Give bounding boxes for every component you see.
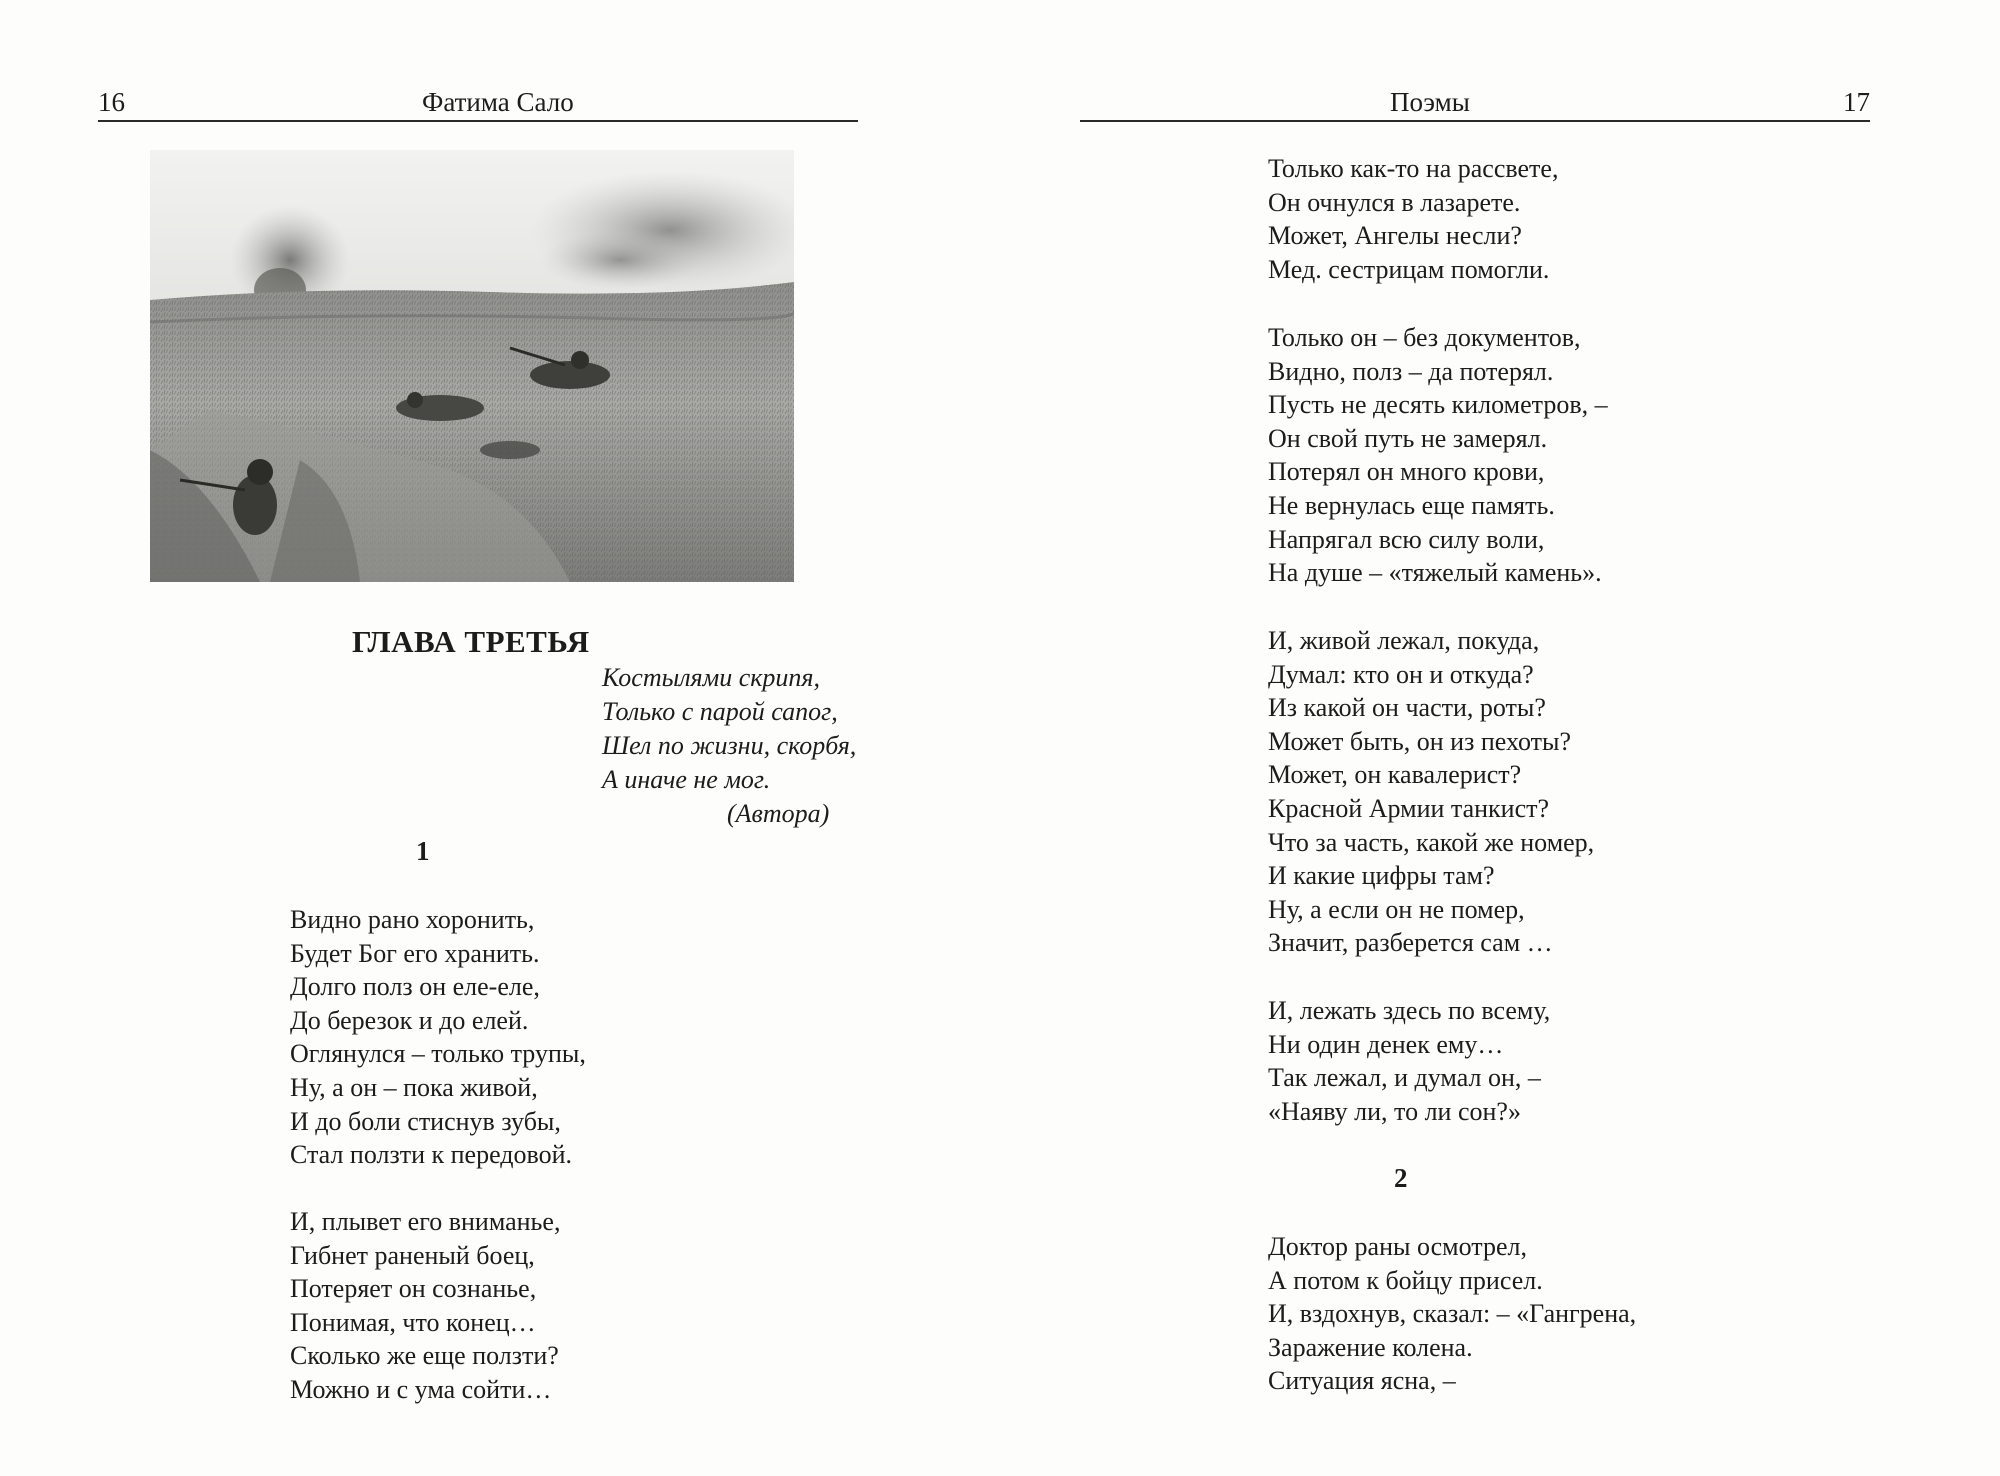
verse-line: Что за часть, какой же номер, [1268, 827, 1595, 857]
stanza [290, 1205, 560, 1407]
verse-line: Может быть, он из пехоты? [1268, 726, 1572, 756]
verse-line: До березок и до елей. [290, 1005, 529, 1035]
verse-line: На душе – «тяжелый камень». [1268, 558, 1602, 588]
verse-line: А потом к бойцу присел. [1268, 1265, 1543, 1295]
verse-line: Потерял он много крови, [1268, 457, 1545, 487]
verse-line: Только как-то на рассвете, [1268, 154, 1559, 183]
verse-line: И какие цифры там? [1268, 861, 1495, 891]
verse-line: Заражение колена. [1268, 1332, 1473, 1362]
verse-line: Можно и с ума сойти… [290, 1374, 552, 1404]
right-page-header [1080, 84, 1870, 122]
epigraph-line: А иначе не мог. [602, 765, 771, 794]
verse-line: Пусть не десять километров, – [1268, 390, 1608, 420]
left-page-header [98, 84, 858, 122]
verse-line: Ну, а он – пока живой, [290, 1072, 538, 1102]
verse-line: Значит, разберется сам … [1268, 928, 1553, 958]
epigraph-line: Только с парой сапог, [602, 697, 838, 726]
verse-line: Ситуация ясна, – [1268, 1366, 1456, 1396]
verse-line: Будет Бог его хранить. [290, 938, 540, 968]
verse-line: И, лежать здесь по всему, [1268, 996, 1551, 1025]
stanza [1268, 624, 1594, 960]
verse-line: Видно, полз – да потерял. [1268, 356, 1554, 386]
verse-line: Он свой путь не замерял. [1268, 423, 1548, 453]
verse-line: Напрягал всю силу воли, [1268, 524, 1545, 554]
right-page-number: 17 [1843, 87, 1870, 117]
verse-line: Сколько же еще ползти? [290, 1341, 559, 1371]
war-field-photo-icon [150, 150, 794, 582]
right-running-head: Поэмы [1390, 87, 1470, 117]
section-number: 2 [1394, 1163, 1408, 1193]
verse-line: Красной Армии танкист? [1268, 793, 1550, 823]
stanza [1268, 152, 1558, 286]
verse-line: И, вздохнув, сказал: – «Гангрена, [1268, 1299, 1637, 1329]
verse-line: Доктор раны осмотрел, [1268, 1232, 1527, 1261]
verse-line: Из какой он части, роты? [1268, 693, 1546, 723]
verse-line: Не вернулась еще память. [1268, 490, 1555, 520]
verse-line: И, живой лежал, покуда, [1268, 626, 1540, 655]
chapter-title: ГЛАВА ТРЕТЬЯ [352, 624, 590, 659]
verse-line: Оглянулся – только трупы, [290, 1039, 586, 1069]
verse-line: Так лежал, и думал он, – [1268, 1063, 1541, 1093]
epigraph-line: Шел по жизни, скорбя, [602, 731, 857, 760]
section-number: 1 [416, 836, 430, 866]
right-page [1000, 0, 2000, 1476]
stanza [1268, 321, 1608, 590]
left-page-number: 16 [98, 87, 125, 117]
verse-line: Думал: кто он и откуда? [1268, 659, 1534, 689]
epigraph [602, 661, 856, 797]
war-field-photo [150, 150, 794, 582]
verse-line: Ни один денек ему… [1268, 1029, 1504, 1059]
stanza [1268, 1230, 1636, 1398]
verse-line: Может, он кавалерист? [1268, 760, 1522, 790]
epigraph-author: (Автора) [727, 799, 830, 828]
verse-line: Потеряет он сознанье, [290, 1274, 537, 1304]
verse-line: Гибнет раненый боец, [290, 1240, 535, 1270]
verse-line: Только он – без документов, [1268, 323, 1581, 352]
verse-line: Стал ползти к передовой. [290, 1140, 573, 1170]
verse-line: Долго полз он еле-еле, [290, 972, 540, 1002]
left-running-head: Фатима Сало [422, 87, 574, 117]
verse-line: Мед. сестрицам помогли. [1268, 254, 1550, 284]
verse-line: И до боли стиснув зубы, [290, 1106, 561, 1136]
epigraph-line: Костылями скрипя, [602, 663, 821, 692]
stanza [1268, 994, 1550, 1128]
verse-line: Понимая, что конец… [290, 1307, 536, 1337]
verse-line: Ну, а если он не помер, [1268, 894, 1525, 924]
stanza [290, 903, 586, 1172]
verse-line: И, плывет его вниманье, [290, 1207, 561, 1236]
verse-line: Он очнулся в лазарете. [1268, 187, 1521, 217]
verse-line: «Наяву ли, то ли сон?» [1268, 1096, 1521, 1126]
verse-line: Видно рано хоронить, [290, 905, 535, 934]
verse-line: Может, Ангелы несли? [1268, 221, 1522, 251]
